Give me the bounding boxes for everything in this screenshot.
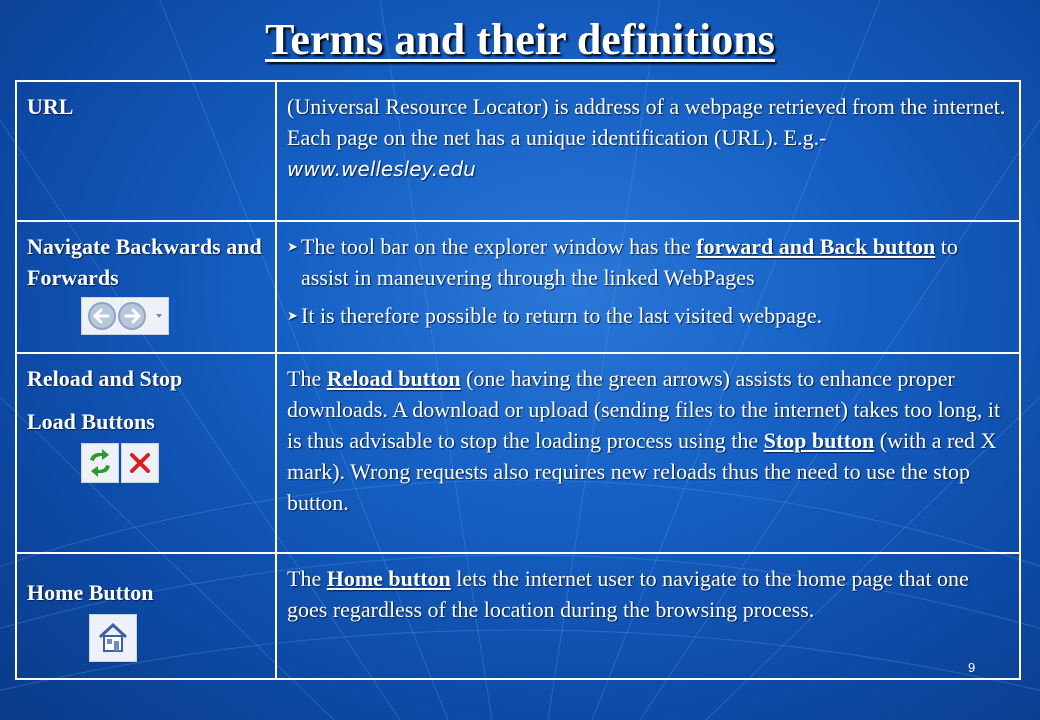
- term-url: URL: [27, 94, 74, 119]
- definition-cell: The Home button lets the internet user to navigate to the home page that one goes regardless of the location during the browsing process.: [276, 553, 1020, 679]
- terms-table: [15, 80, 1021, 680]
- definition-cell: The Reload button (one having the green arrows) assists to enhance proper downloads. A download or upload (sending files to the internet) takes too long, it is thus advisable to stop the loading process using the Stop button (with a red X mark). Wrong requests also requires new reloads thus the need to use the stop button.: [276, 353, 1020, 553]
- reload-stop-icons: [81, 443, 265, 483]
- forward-back-keyword: forward and Back button: [696, 234, 936, 259]
- term-cell: [16, 353, 276, 553]
- table-row: [16, 221, 1020, 353]
- definition-url: (Universal Resource Locator) is address of a webpage retrieved from the internet. Each page on the net has a unique identification (URL). E.g.-: [287, 94, 1006, 150]
- bullet-item: ➤ The tool bar on the explorer window has the forward and Back button to assist in maneuvering through the linked WebPages: [287, 231, 1009, 293]
- term-reload-stop: Reload and Stop: [27, 366, 183, 391]
- term-home-button: Home Button: [27, 580, 154, 605]
- stop-button-keyword: Stop button: [763, 428, 875, 453]
- term-cell: [16, 81, 276, 221]
- home-icon: [89, 614, 137, 662]
- term-cell: [16, 221, 276, 353]
- definition-cell: [276, 221, 1020, 353]
- home-button-keyword: Home button: [326, 566, 451, 591]
- reload-icon: [81, 443, 119, 483]
- back-forward-icon: [81, 297, 169, 335]
- table-row: [16, 553, 1020, 679]
- term-navigate: Navigate Backwards and Forwards: [27, 234, 262, 290]
- bullet-item: ➤ It is therefore possible to return to the last visited webpage.: [287, 300, 1009, 331]
- definition-cell: [276, 81, 1020, 221]
- term-load-buttons: Load Buttons: [27, 409, 155, 434]
- term-cell: [16, 553, 276, 679]
- table-row: [16, 81, 1020, 221]
- slide-title: Terms and their definitions: [265, 15, 775, 64]
- page-number: 9: [968, 660, 976, 675]
- reload-button-keyword: Reload button: [326, 366, 461, 391]
- bullet-arrow-icon: ➤: [287, 308, 298, 323]
- stop-icon: [121, 443, 159, 483]
- bullet-arrow-icon: ➤: [287, 239, 298, 254]
- table-row: [16, 353, 1020, 553]
- url-example: www.wellesley.edu: [287, 157, 476, 181]
